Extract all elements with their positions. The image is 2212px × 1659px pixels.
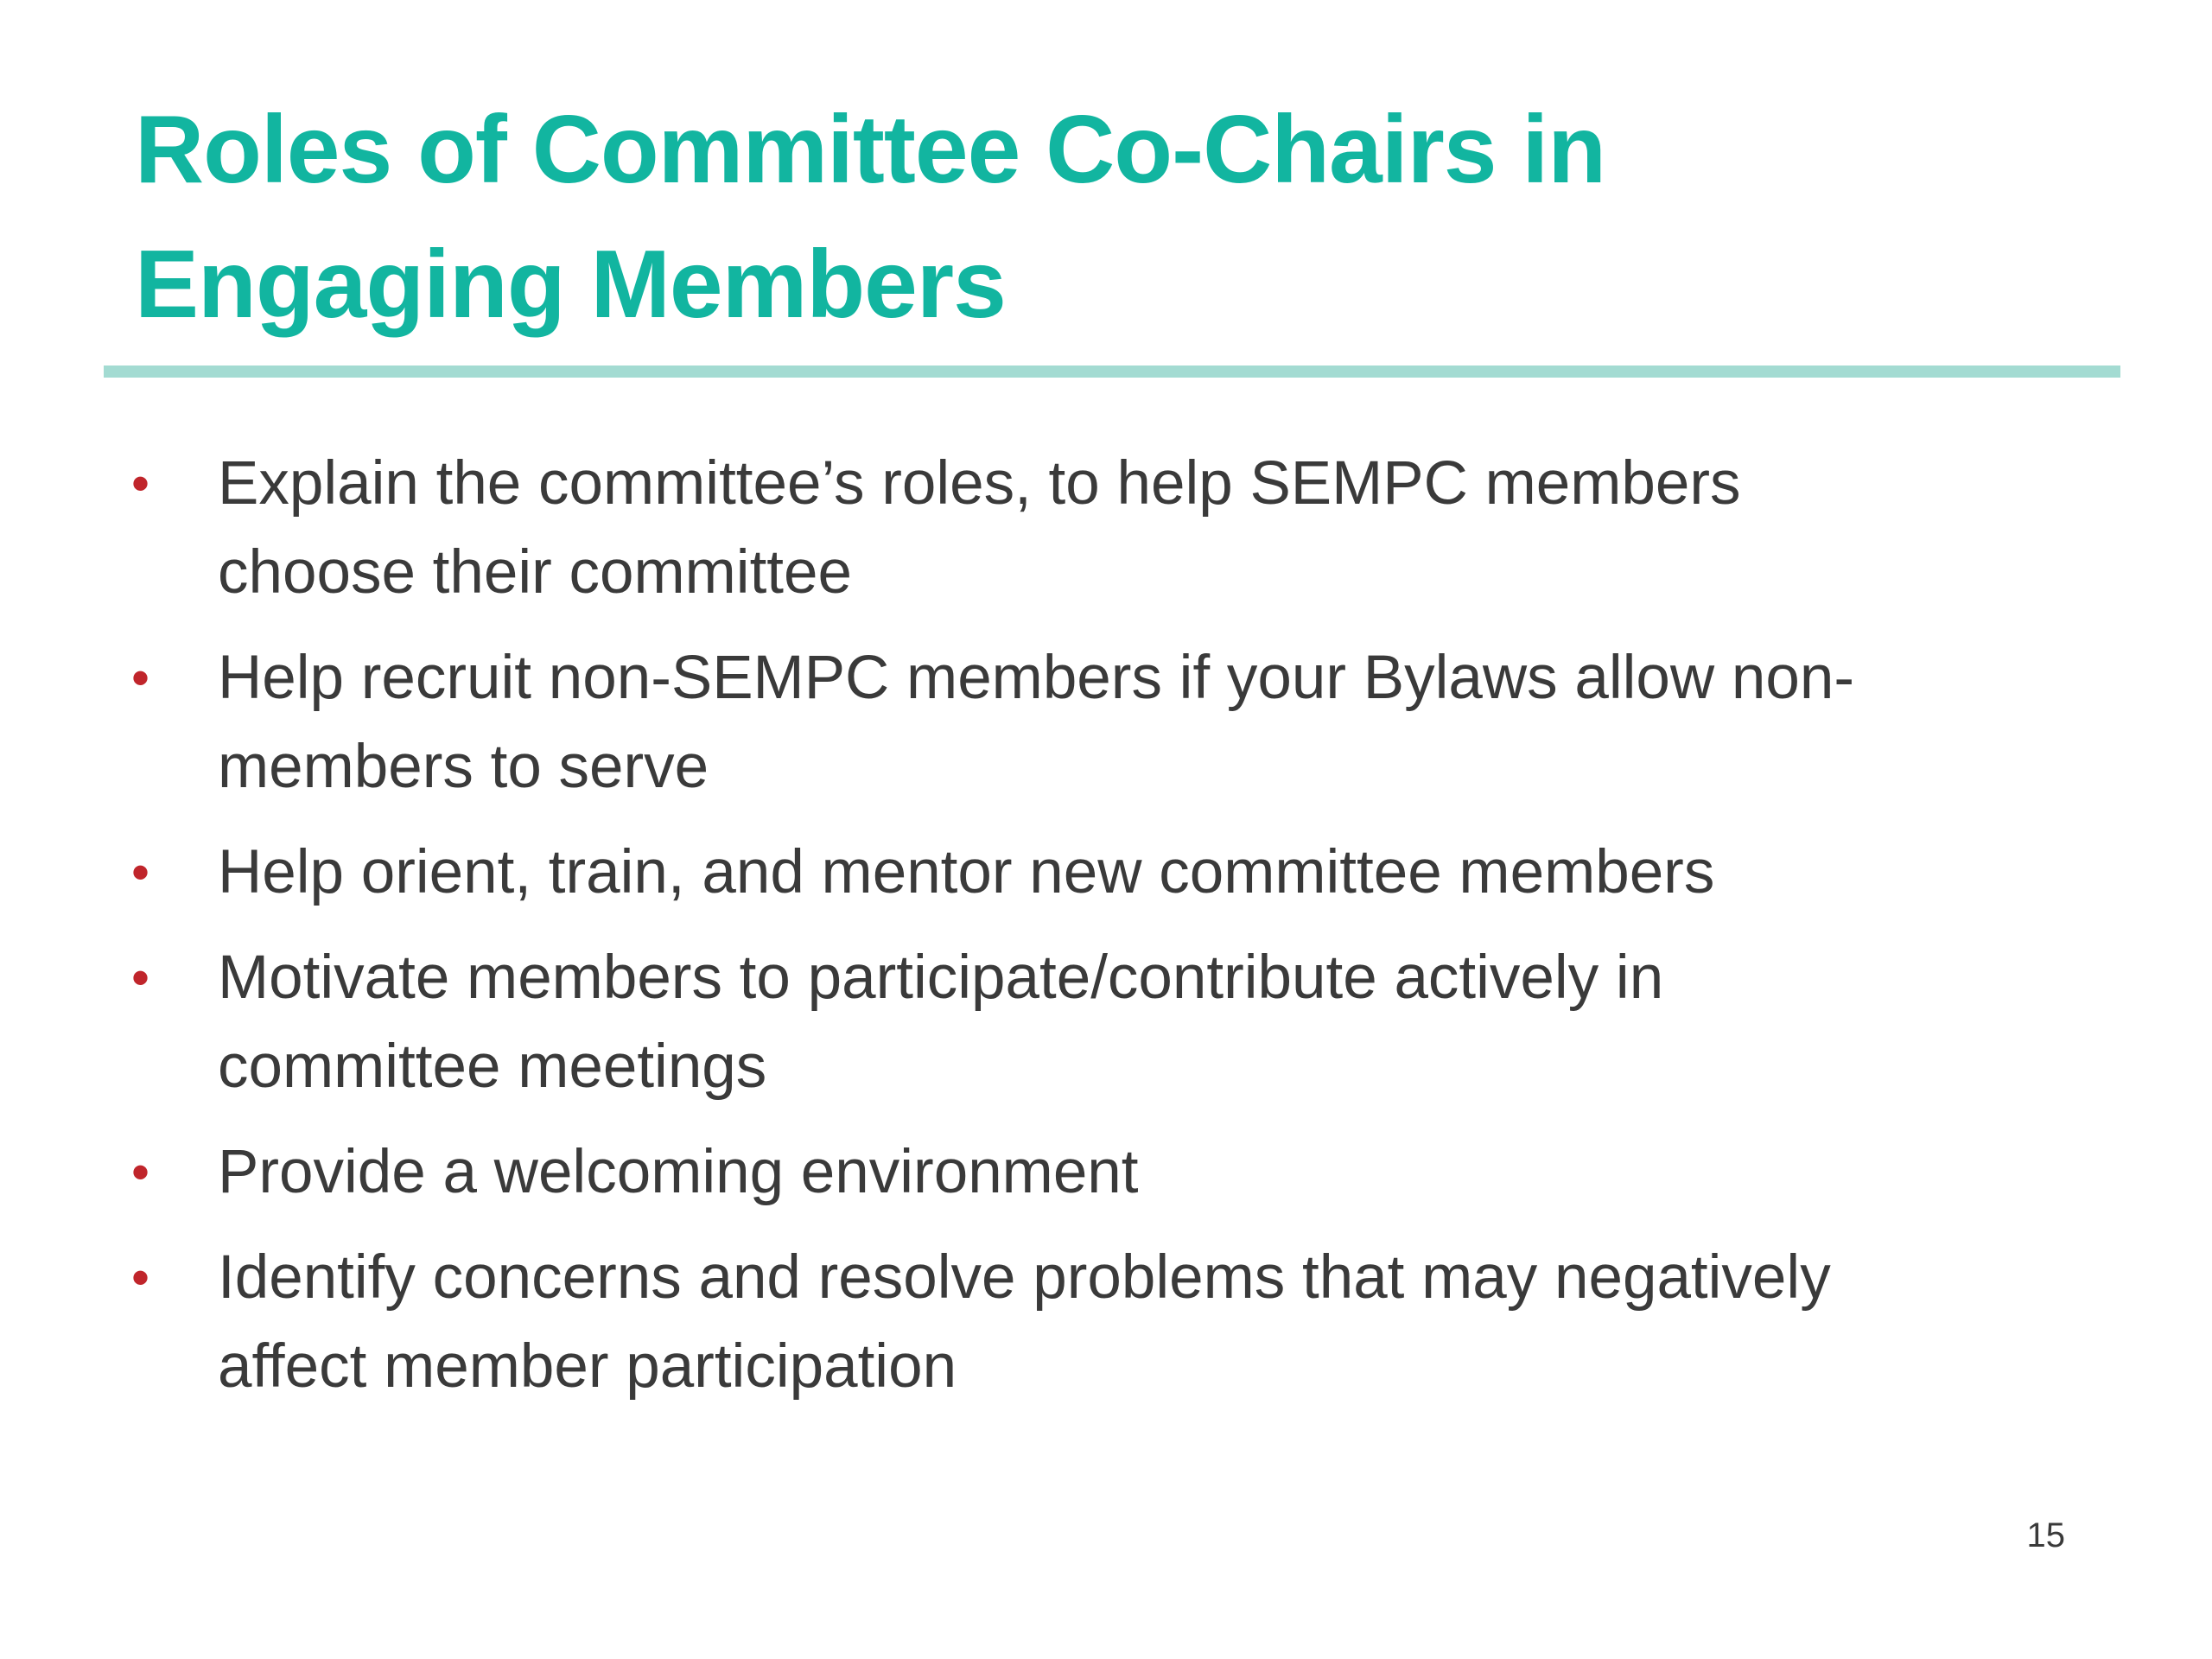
bullet-text-line: choose their committee bbox=[218, 538, 852, 607]
bullet-item-recruit bbox=[0, 633, 2212, 811]
bullet-text-line: affect member participation bbox=[218, 1332, 957, 1401]
bullet-item-welcoming bbox=[0, 1128, 2212, 1217]
bullet-list bbox=[0, 439, 2212, 1427]
bullet-item-orient bbox=[0, 828, 2212, 917]
bullet-marker: • bbox=[131, 454, 150, 512]
slide-title bbox=[135, 82, 2036, 352]
slide-title-line-2: Engaging Members bbox=[135, 231, 1006, 338]
page-number: 15 bbox=[2026, 1516, 2065, 1554]
bullet-text-line: Explain the committee’s roles, to help SEMPC members bbox=[218, 449, 1741, 518]
bullet-text-line: Provide a welcoming environment bbox=[218, 1138, 1139, 1206]
slide-title-line-1: Roles of Committee Co-Chairs in bbox=[135, 96, 1606, 203]
bullet-marker: • bbox=[131, 949, 150, 1007]
bullet-text-line: Help recruit non-SEMPC members if your Bylaws allow non- bbox=[218, 644, 1854, 712]
bullet-item-motivate bbox=[0, 933, 2212, 1111]
bullet-marker: • bbox=[131, 1143, 150, 1201]
bullet-text-line: members to serve bbox=[218, 733, 709, 801]
bullet-item-identify-concerns bbox=[0, 1233, 2212, 1411]
bullet-text-line: Motivate members to participate/contribute actively in bbox=[218, 944, 1664, 1012]
bullet-text-line: Identify concerns and resolve problems that may negatively bbox=[218, 1243, 1831, 1312]
title-divider bbox=[104, 365, 2120, 378]
bullet-marker: • bbox=[131, 1249, 150, 1306]
bullet-item-explain-roles bbox=[0, 439, 2212, 617]
bullet-text-line: committee meetings bbox=[218, 1033, 767, 1101]
bullet-marker: • bbox=[131, 649, 150, 707]
bullet-text-line: Help orient, train, and mentor new committee members bbox=[218, 838, 1715, 906]
bullet-marker: • bbox=[131, 843, 150, 901]
